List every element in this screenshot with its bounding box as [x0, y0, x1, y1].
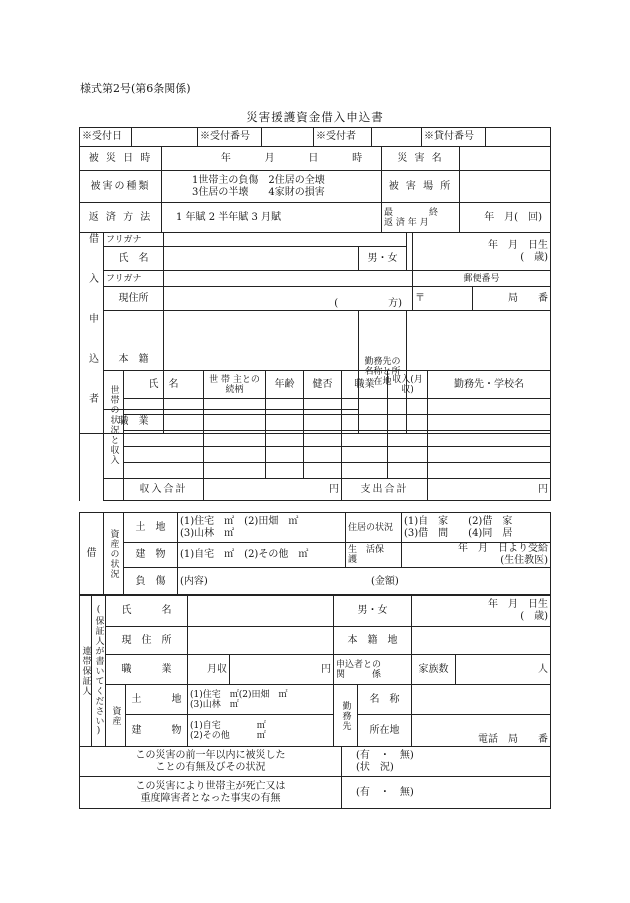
receiver-label: ※受付者	[314, 128, 372, 147]
address-label: 現住所	[104, 287, 164, 311]
borrower-side-label: 借入申込者	[80, 233, 104, 434]
damage-options-line2: 3住居の半壊 4家財の損害	[192, 186, 325, 198]
welfare-field[interactable]	[402, 543, 551, 568]
guarantor-monthly-label: 月収	[188, 655, 230, 685]
relation-line-1: 申込者との	[336, 659, 382, 670]
household-row[interactable]	[80, 447, 551, 463]
final-year-label-1: 最 終	[384, 207, 439, 218]
question-2	[80, 777, 342, 809]
assets-table	[79, 512, 551, 596]
housing-options[interactable]	[402, 513, 551, 543]
gender-label[interactable]: 男・女	[359, 247, 407, 271]
repay-label: 返 済 方 法	[80, 203, 162, 233]
guarantor-assets-label: 資産	[106, 685, 126, 747]
household-header-age: 年齢	[266, 371, 304, 399]
guarantor-monthly-field[interactable]: 円	[230, 655, 334, 685]
welfare-line-1: 年 月 日より受給	[458, 543, 548, 554]
answer-2[interactable]: (有 ・ 無)	[342, 777, 551, 809]
family-count-label: 家族数	[412, 655, 456, 685]
damage-place-label: 被 害 場 所	[382, 171, 460, 203]
loan-number-field[interactable]	[486, 128, 551, 147]
guarantor-phone-field[interactable]: 電話 局 番	[412, 715, 551, 747]
expense-total-field[interactable]: 円	[428, 479, 551, 501]
postal-mark[interactable]: 〒	[413, 287, 473, 311]
debt-amount: (金額)	[371, 575, 399, 587]
office-use-table	[79, 127, 551, 147]
question-2-line-2: 重度障害者となった事実の有無	[140, 792, 281, 804]
guarantor-work-name-label: 名 称	[358, 685, 412, 715]
debt-content: (内容)	[180, 575, 208, 587]
unit-year: 年	[220, 152, 231, 164]
received-number-field[interactable]	[262, 128, 314, 147]
final-year-label-2: 返 済 年 月	[384, 217, 429, 228]
domicile-label: 本 籍	[104, 311, 164, 410]
asset-land-field[interactable]	[178, 513, 346, 543]
guarantor-building-label: 建 物	[126, 715, 188, 747]
question-1-line-1: この災害の前一年以内に被災した	[135, 749, 286, 761]
name-label: 氏 名	[104, 247, 164, 271]
welfare-label: 生 活保 護	[346, 543, 402, 568]
received-date-label: ※受付日	[80, 128, 132, 147]
guarantor-building-field[interactable]	[188, 715, 334, 747]
answer-1-line-2: (状 況)	[356, 761, 394, 773]
guarantor-building-1: (1)自宅 ㎡	[190, 720, 266, 731]
question-2-line-1: この災害により世帯主が死亡又は	[135, 780, 286, 792]
asset-building-label: 建 物	[124, 543, 178, 568]
household-header-health: 健否	[304, 371, 342, 399]
unit-hour: 時	[352, 152, 363, 164]
guarantor-address-label: 現 住 所	[106, 627, 188, 655]
debt-field[interactable]	[178, 568, 551, 596]
unit-day: 日	[308, 152, 319, 164]
guarantor-domicile-field[interactable]	[412, 627, 551, 655]
household-row[interactable]	[80, 463, 551, 479]
unit-month: 月	[264, 152, 275, 164]
household-row[interactable]	[80, 415, 551, 431]
damage-options[interactable]	[162, 171, 382, 203]
disaster-table	[79, 146, 551, 233]
disaster-name-field[interactable]	[460, 147, 551, 171]
guarantor-land-field[interactable]	[188, 685, 334, 715]
age-label: ( 歳)	[520, 251, 548, 263]
damage-place-field[interactable]	[460, 171, 551, 203]
guarantor-gender[interactable]: 男・女	[334, 595, 412, 627]
furigana-field[interactable]	[164, 233, 407, 247]
birth-label: 年 月 日生	[488, 239, 548, 251]
household-row[interactable]	[80, 399, 551, 415]
question-1-line-2: ことの有無及びその状況	[155, 761, 266, 773]
welfare-line-2: (生住教医)	[500, 555, 548, 566]
guarantor-birth-field[interactable]	[412, 595, 551, 627]
household-header-name: 氏 名	[124, 371, 204, 399]
asset-building-field[interactable]: (1)自宅 ㎡ (2)その他 ㎡	[178, 543, 346, 568]
guarantor-work-name-field[interactable]	[412, 685, 551, 715]
guarantor-age-label: ( 歳)	[520, 610, 548, 622]
household-table	[79, 370, 551, 501]
furigana2-label: フリガナ	[104, 271, 164, 287]
disaster-name-label: 災 害 名	[382, 147, 460, 171]
postal-label: 郵便番号	[413, 271, 551, 287]
guarantor-note: (保証人が書いてください)	[92, 595, 106, 747]
guarantor-relation-label	[334, 655, 412, 685]
guarantor-birth-label: 年 月 日生	[488, 598, 548, 610]
workplace-label: 勤務先の名称と所在地	[359, 311, 407, 434]
repay-options[interactable]: 1 年賦 2 半年賦 3 月賦	[162, 203, 382, 233]
family-count-field[interactable]: 人	[456, 655, 551, 685]
question-1	[80, 747, 342, 777]
guarantor-work-place-label: 所在地	[358, 715, 412, 747]
assets-borrower-label: 借	[80, 513, 104, 596]
guarantor-name-field[interactable]	[188, 595, 334, 627]
received-date-field[interactable]	[132, 128, 198, 147]
income-total-label: 収入合計	[124, 479, 204, 501]
received-number-label: ※受付番号	[198, 128, 262, 147]
asset-land-label: 土 地	[124, 513, 178, 543]
guarantor-table	[79, 594, 551, 747]
occupation-label: 職 業	[104, 410, 164, 434]
housing-options-2: (3)借 間 (4)同 居	[404, 527, 513, 539]
guarantor-name-label: 氏 名	[106, 595, 188, 627]
assets-side-label: 資産の状況	[104, 513, 124, 596]
asset-land-1: (1)住宅 ㎡ (2)田畑 ㎡	[180, 515, 299, 527]
final-year-label	[382, 203, 460, 233]
guarantor-land-2: (3)山林 ㎡	[190, 699, 239, 710]
answer-1-line-1: (有 ・ 無)	[356, 749, 414, 761]
receiver-field[interactable]	[372, 128, 422, 147]
name-field[interactable]	[164, 247, 359, 271]
damage-type-label: 被害の種類	[80, 171, 162, 203]
form-title: 災害援護資金借入申込書	[246, 110, 384, 124]
furigana2-field[interactable]	[164, 271, 413, 287]
guarantor-building-2: (2)その他 ㎡	[190, 730, 266, 741]
housing-label: 住居の状況	[346, 513, 402, 543]
guarantor-occupation-label: 職 業	[106, 655, 188, 685]
exchange-label[interactable]: 局 番	[473, 287, 551, 311]
answer-1[interactable]	[342, 747, 551, 777]
disaster-date-field[interactable]	[162, 147, 382, 171]
expense-total-label: 支出合計	[342, 479, 428, 501]
debt-label: 負 傷	[124, 568, 178, 596]
final-year-value[interactable]: 年 月( 回)	[460, 203, 551, 233]
damage-options-line1: 1世帯主の負傷 2住居の全壊	[192, 174, 325, 186]
questions-table	[79, 746, 551, 809]
relation-line-2: 関 係	[336, 669, 382, 680]
housing-options-1: (1)自 家 (2)借 家	[404, 515, 513, 527]
asset-land-2: (3)山林 ㎡	[180, 527, 235, 539]
guarantor-work-label: 勤務先	[334, 685, 358, 747]
household-header-income: 収入(月収)	[388, 371, 428, 399]
household-side-label: 世帯の状況と収入	[104, 371, 124, 479]
household-header-work: 勤務先・学校名	[428, 371, 551, 399]
guarantor-land-1: (1)住宅 ㎡(2)田畑 ㎡	[190, 689, 288, 700]
guarantor-domicile-label: 本 籍 地	[334, 627, 412, 655]
disaster-date-label: 被 災 日 時	[80, 147, 162, 171]
income-total-field[interactable]: 円	[204, 479, 342, 501]
form-number: 様式第2号(第6条関係)	[80, 82, 191, 95]
guarantor-side-label: 連帯保証人	[80, 595, 92, 747]
direction-label[interactable]: ( 方)	[164, 287, 413, 311]
household-row[interactable]	[80, 431, 551, 447]
guarantor-address-field[interactable]	[188, 627, 334, 655]
loan-number-label: ※貸付番号	[422, 128, 486, 147]
birth-field[interactable]	[413, 233, 551, 271]
household-header-job: 職業	[342, 371, 388, 399]
guarantor-land-label: 土 地	[126, 685, 188, 715]
furigana-label: フリガナ	[104, 233, 164, 247]
household-header-relation: 世 帯 主との続柄	[204, 371, 266, 399]
